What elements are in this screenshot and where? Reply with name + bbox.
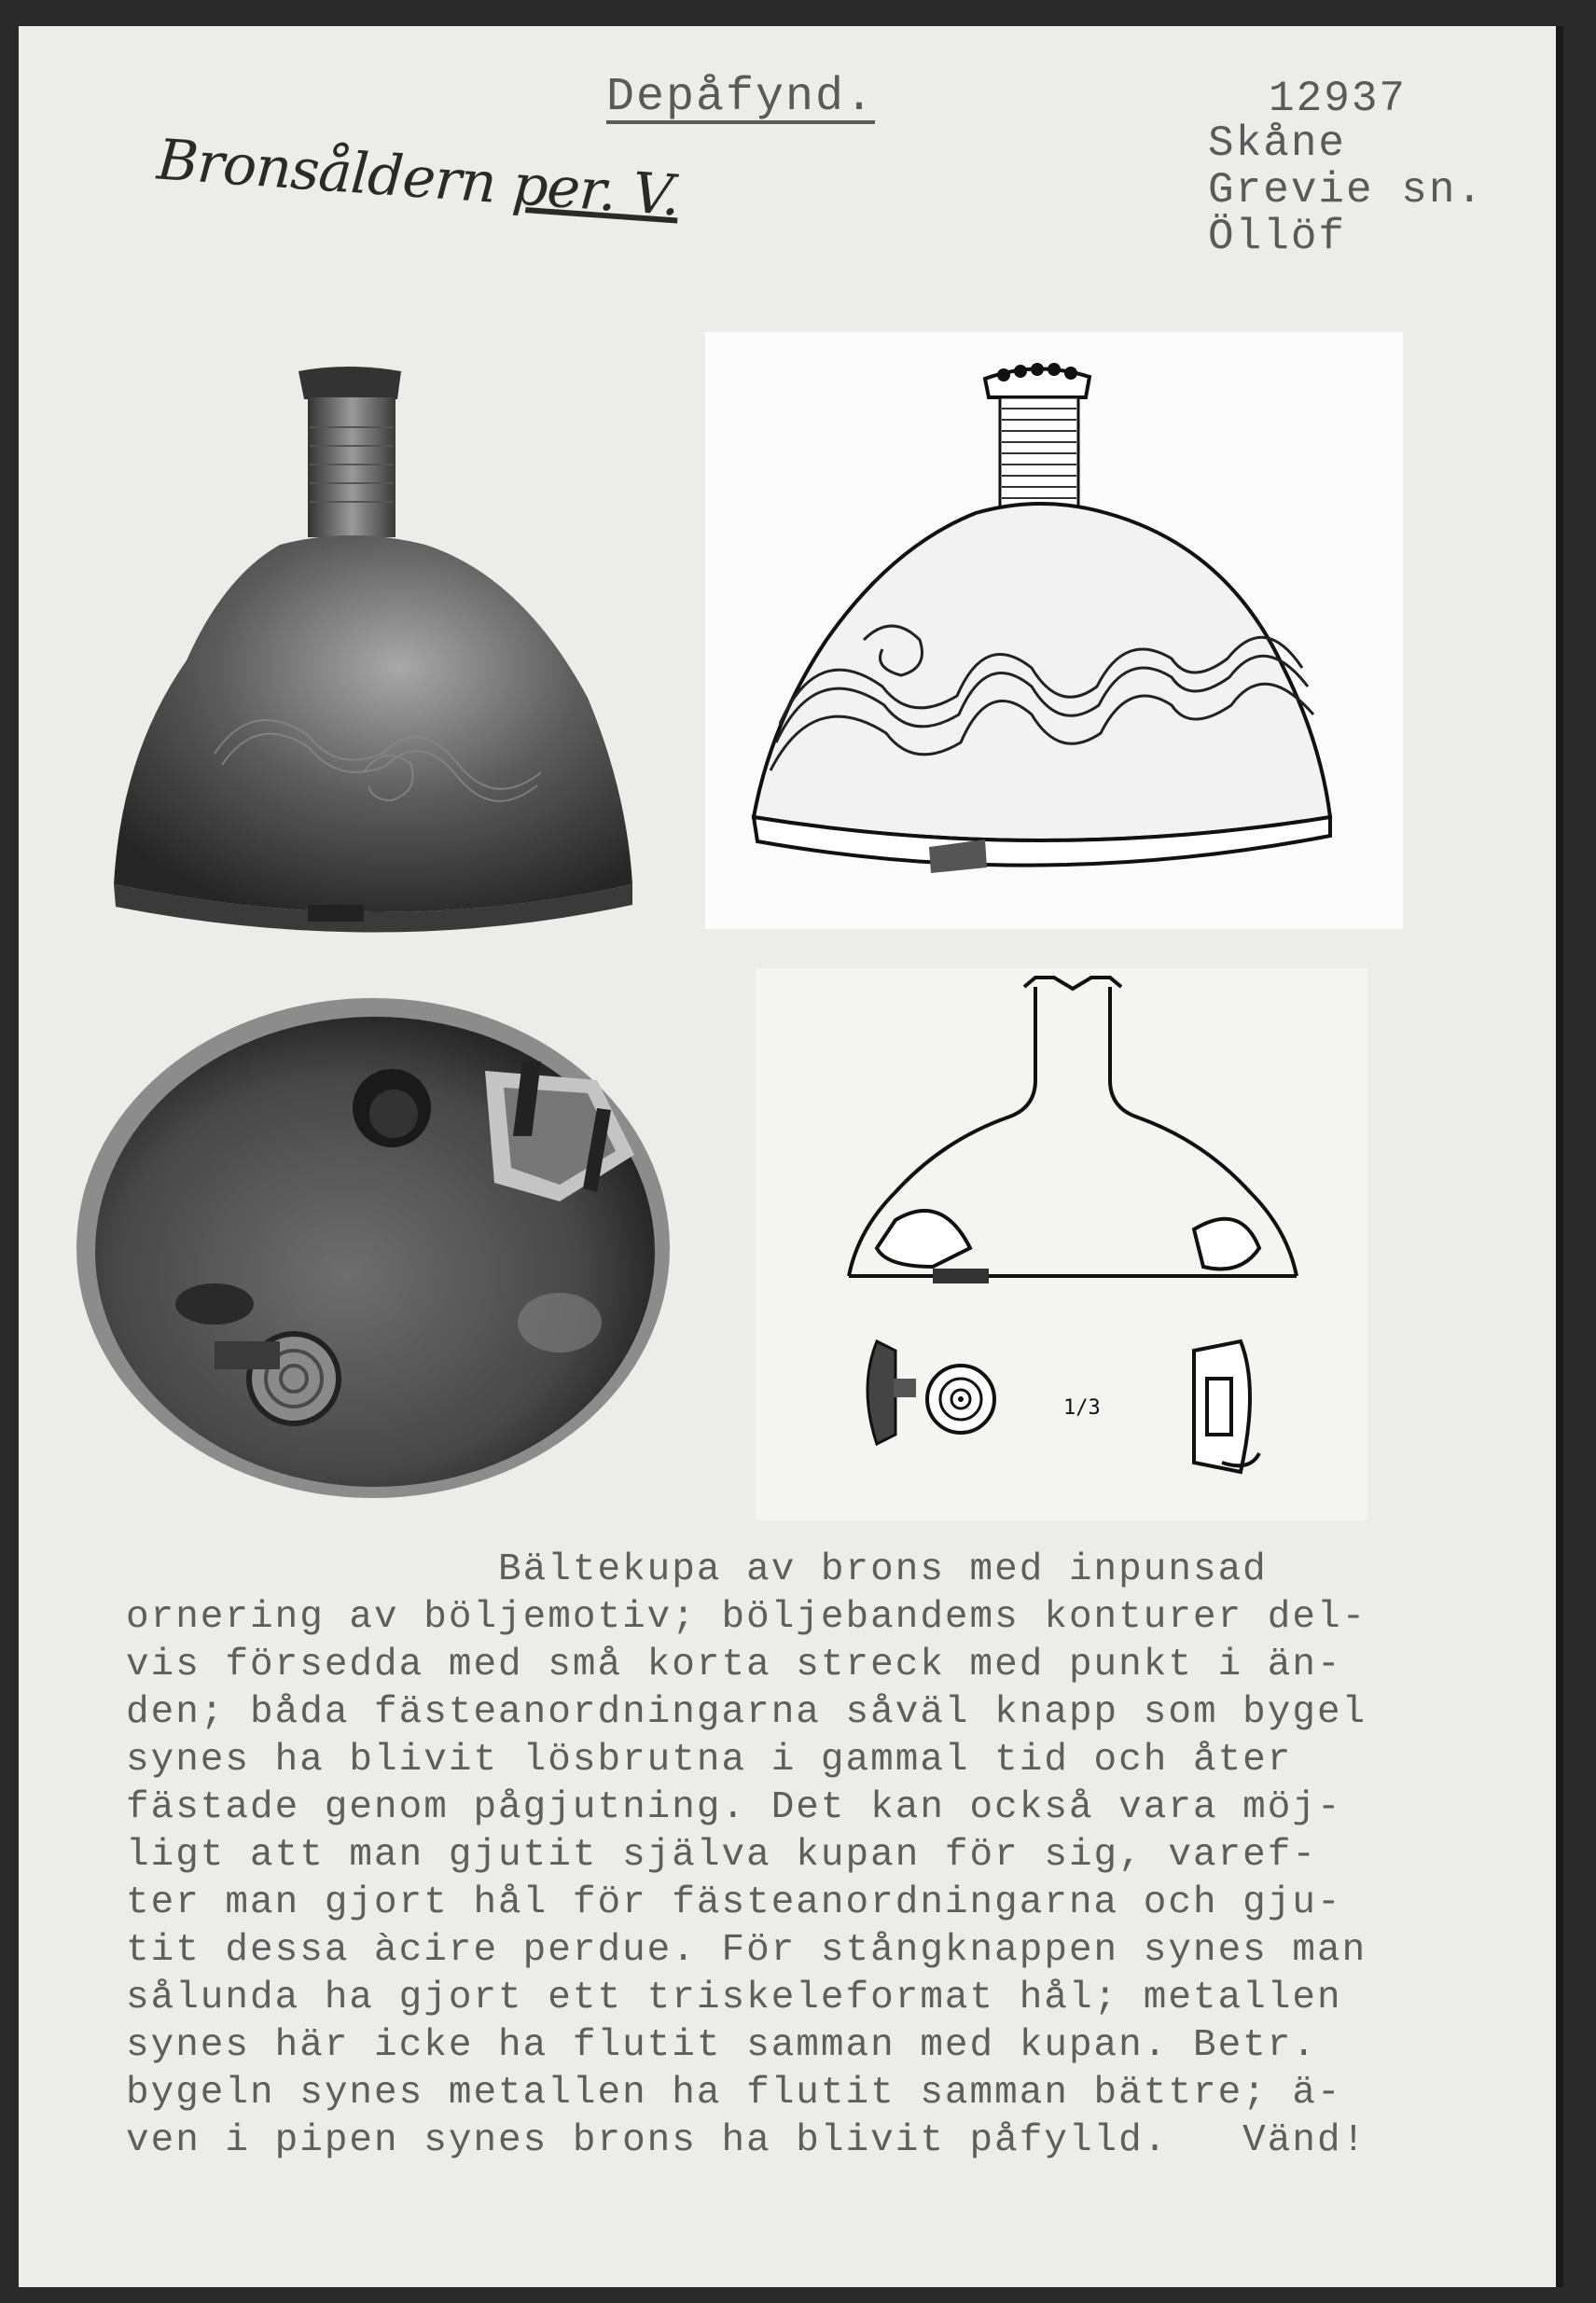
desc-line: synes ha blivit lösbrutna i gammal tid och åter	[126, 1739, 1293, 1782]
desc-line: vis försedda med små korta streck med punkt i än-	[126, 1644, 1342, 1686]
desc-line: den; båda fästeanordningarna såväl knapp som bygel	[126, 1691, 1367, 1734]
description-text	[126, 1547, 1562, 2165]
handwritten-era: Bronsåldern	[155, 127, 498, 216]
desc-line: ter man gjort hål för fästeanordningarna och gju-	[126, 1881, 1342, 1924]
desc-line: ornering av böljemotiv; böljebandems konturer del-	[126, 1596, 1367, 1639]
location-parish: Grevie sn.	[1208, 166, 1485, 215]
card-title: Depåfynd.	[606, 71, 876, 124]
handwritten-annotation	[155, 128, 681, 229]
engraving-side-view	[705, 332, 1403, 929]
desc-line: ven i pipen synes brons ha blivit påfylld. Vänd!	[126, 2119, 1367, 2162]
desc-line: tit dessa àcire perdue. För stångknappen synes man	[126, 1929, 1367, 1972]
handwritten-period: per. V.	[509, 152, 682, 229]
desc-line: ligt att man gjutit själva kupan för sig, varef-	[126, 1834, 1317, 1877]
location-province: Skåne	[1208, 119, 1347, 168]
cross-section-drawing	[756, 968, 1367, 1520]
photo-underside-view	[75, 968, 709, 1500]
scale-fraction: 1/3	[1063, 1396, 1101, 1420]
location-site: Öllöf	[1208, 213, 1347, 261]
desc-line: Bältekupa av brons med inpunsad	[126, 1548, 1268, 1591]
catalog-card	[19, 26, 1563, 2287]
desc-line: bygeln synes metallen ha flutit samman bättre; ä-	[126, 2072, 1342, 2115]
photo-side-view	[103, 362, 662, 940]
desc-line: fästade genom pågjutning. Det kan också vara möj-	[126, 1786, 1342, 1829]
desc-line: synes här icke ha flutit samman med kupan. Betr.	[126, 2024, 1317, 2067]
desc-line: sålunda ha gjort ett triskeleformat hål; metallen	[126, 1977, 1342, 2019]
catalog-number: 12937	[1269, 75, 1408, 123]
